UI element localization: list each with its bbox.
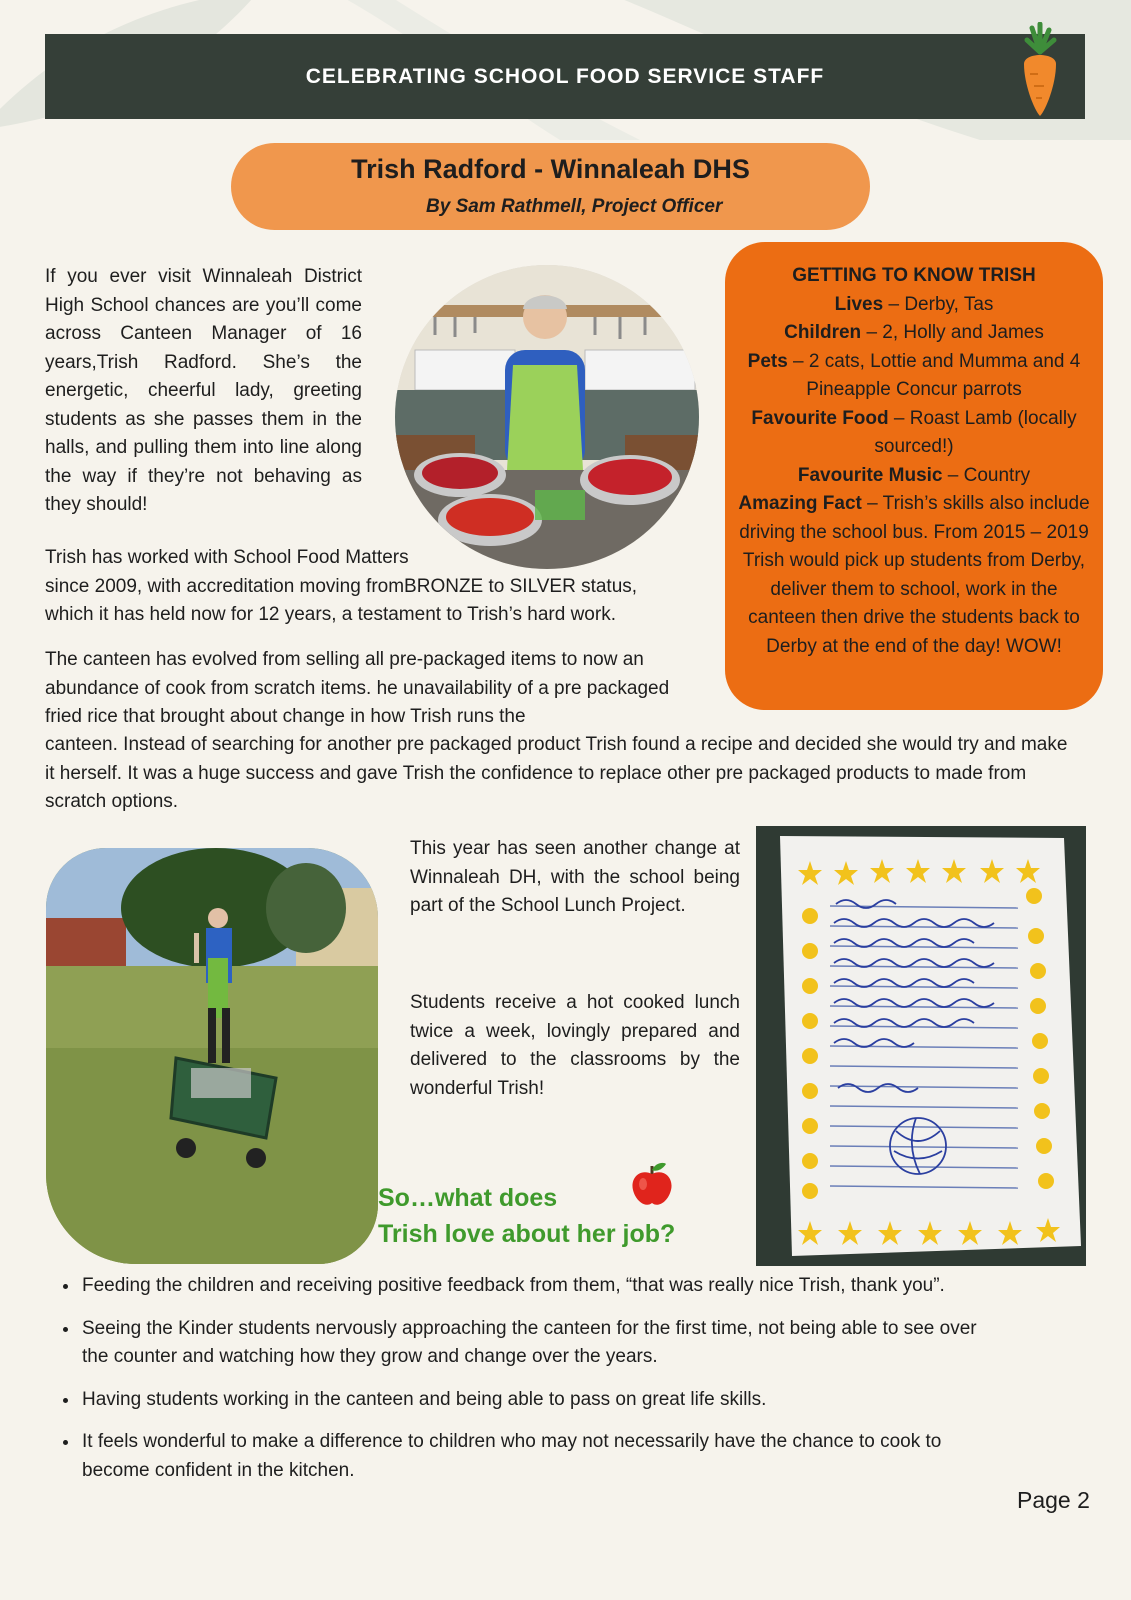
getting-to-know-box: GETTING TO KNOW TRISH Lives – Derby, Tas Children – 2, Holly and James Pets – 2 cats, Lottie and Mumma and 4 Pineapple Concur parrots Favourite Food – Roast Lamb (locally sourced!) Favourite Music – Country Amazing Fact – Trish’s skills also include driving the school bus. From 2015 – 2019 Trish would pick up students from Derby, deliver them to school, work in the canteen then drive the students back to Derby at the end of the day! WOW!: [725, 242, 1103, 710]
kitchen-photo: [395, 265, 699, 569]
job-love-list: [58, 1272, 980, 1499]
list-item: • Having students working in the canteen and being able to pass on great life skills.: [80, 1386, 980, 1415]
middle-paragraph-2: Students receive a hot cooked lunch twice a week, lovingly prepared and delivered to the classrooms by the wonderful Trish!: [410, 992, 740, 1099]
header-title: CELEBRATING SCHOOL FOOD SERVICE STAFF: [305, 64, 825, 88]
article-byline: By Sam Rathmell, Project Officer: [426, 196, 723, 217]
list-item: • Seeing the Kinder students nervously approaching the canteen for the first time, not being able to see over the counter and watching how they grow and change over the years.: [80, 1315, 980, 1372]
middle-paragraph-1: This year has seen another change at Winnaleah DH, with the school being part of the School Lunch Project.: [410, 838, 740, 916]
box-title: GETTING TO KNOW TRISH: [792, 265, 1036, 286]
article-title: Trish Radford - Winnaleah DHS: [351, 154, 750, 184]
intro-paragraph-2: Trish has worked with School Food Matters since 2009, with accreditation moving fromBRONZE to SILVER status, which it has held now for 12 years, a testament to Trish’s hard work.: [45, 547, 638, 625]
intro-paragraph-1: If you ever visit Winnaleah District High School chances are you’ll come across Canteen Manager of 16 years,Trish Radford. She’s the energetic, cheerful lady, greeting students as she passes them in the halls, and pulling them into line along the way if they’re not behaving as they should!: [45, 266, 362, 515]
list-item: • It feels wonderful to make a difference to children who may not necessarily have the chance to cook to become confident in the kitchen.: [80, 1428, 980, 1485]
intro-paragraph-3b: canteen. Instead of searching for another pre packaged product Trish found a recipe and decided she would try and make it herself. It was a huge success and gave Trish the confidence to replace other pre packaged products to made from scratch options.: [45, 734, 1068, 812]
page-number: Page 2: [1017, 1487, 1090, 1513]
field-photo: [46, 848, 378, 1264]
intro-paragraph-3a: The canteen has evolved from selling all pre-packaged items to now an abundance of cook from scratch items. he unavailability of a pre packaged fried rice that brought about change in how Trish runs the: [45, 649, 670, 727]
question-heading: So…what does Trish love about her job?: [378, 1184, 676, 1248]
title-pill: [231, 143, 870, 230]
header-banner: [45, 34, 1085, 119]
thank-you-note-photo: [756, 826, 1086, 1266]
list-item: • Feeding the children and receiving positive feedback from them, “that was really nice Trish, thank you”.: [80, 1272, 980, 1301]
carrot-icon: [1018, 22, 1062, 122]
